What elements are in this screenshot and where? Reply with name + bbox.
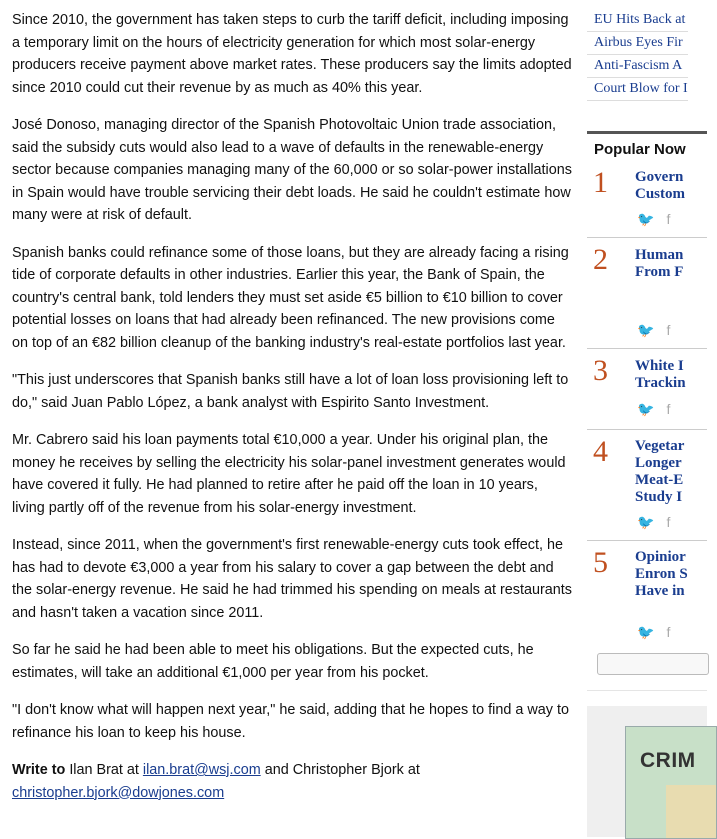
article-paragraph: José Donoso, managing director of the Spanish Photovoltaic Union trade association, said the subsidy cuts would also lead to a wave of defaults in the renewable-energy sector because companies managing many of the 60,000 or so solar-power installations in Spain would have trouble servicing their debt loads. He said he couldn't estimate how many were at risk of default. [12,117,572,223]
popular-headline[interactable] [635,438,684,506]
headline-line: Custom [635,186,686,202]
headline-line: Govern [635,169,684,185]
twitter-icon[interactable]: 🐦 [637,322,655,338]
facebook-icon[interactable]: f [666,514,671,530]
popular-rank: 4 [593,435,608,468]
popular-item[interactable] [587,541,707,651]
share-buttons [637,514,682,531]
headline-line: White I [635,358,684,374]
facebook-icon[interactable]: f [666,624,671,640]
headline-link[interactable]: EU Hits Back at [587,9,688,32]
share-buttons [637,322,682,339]
popular-item[interactable] [587,430,707,541]
popular-headline[interactable] [635,247,683,281]
author-2-email-link[interactable]: christopher.bjork@dowjones.com [12,784,225,801]
article-paragraph: Instead, since 2011, when the government's first renewable-energy cuts took effect, he has had to devote €3,000 a year from his salary to cover a gap between the debt and the solar-energy revenue. He said he had trimmed his spending on meals at restaurants and hasn't taken a vacation since 2011. [12,537,572,621]
rail-divider [587,690,707,705]
popular-headline[interactable] [635,358,686,392]
facebook-icon[interactable]: f [666,211,671,227]
headline-line: Have in [635,583,685,599]
article-paragraph: So far he said he had been able to meet his obligations. But the expected cuts, he estimates, will take an additional €1,000 per year from his pocket. [12,642,534,681]
article-paragraph: "I don't know what will happen next year," he said, adding that he hopes to find a way to refinance his loan to keep his house. [12,702,569,741]
article-paragraph: Spanish banks could refinance some of those loans, but they are already facing a rising tide of corporate defaults in other industries. Earlier this year, the Bank of Spain, the country's central bank, told lenders they must set aside €5 billion to €10 billion to cover potential losses on loans that had already been refinanced. The new provisions come on top of an €82 billion cleanup of the banking industry's real-estate portfolios last year. [12,244,569,351]
headline-line: Trackin [635,375,686,391]
promo-title: CRIM [640,749,696,772]
popular-rank: 3 [593,354,608,387]
popular-item[interactable] [587,349,707,430]
twitter-icon[interactable]: 🐦 [637,624,655,640]
promo-module[interactable] [587,706,707,837]
facebook-icon[interactable]: f [666,322,671,338]
share-buttons [637,624,682,641]
facebook-icon[interactable]: f [666,401,671,417]
write-to-label: Write to [12,762,66,778]
popular-rank: 1 [593,166,608,199]
article-body [12,9,572,804]
share-buttons [637,401,682,418]
headline-line: Enron S [635,566,688,582]
headline-line: Longer [635,455,682,471]
popular-headline[interactable] [635,549,688,600]
headline-link[interactable]: Airbus Eyes Fir [587,32,688,55]
author-1-email-link[interactable]: ilan.brat@wsj.com [142,762,261,778]
promo-map-image[interactable] [625,726,717,839]
headline-line: Meat-E [635,472,684,488]
right-rail [587,0,696,837]
popular-item[interactable] [587,238,707,349]
headline-link[interactable]: Court Blow for I [587,78,688,101]
popular-headline[interactable] [635,169,685,203]
article-paragraph: "This just underscores that Spanish banks still have a lot of loan loss provisioning left to do," said Juan Pablo López, a bank analyst with Espirito Santo Investment. [12,372,569,411]
article-paragraph: Since 2010, the government has taken steps to curb the tariff deficit, including imposing a temporary limit on the hours of electricity generation for which most solar-energy producers receive payment above market rates. These producers say the limits adopted since 2010 could cut their revenue by as much as 40% this year. [12,12,572,96]
headline-link[interactable]: Anti-Fascism A [587,55,688,78]
share-buttons [637,211,682,228]
headline-line: Study I [635,489,683,505]
article-paragraph: Mr. Cabrero said his loan payments total €10,000 a year. Under his original plan, the money he receives by selling the electricity his solar-panel investment generates would have covered it fully. He had planned to retire after he paid off the loan in 10 years, living partly off of the revenue from his solar-energy investment. [12,432,566,516]
popular-rank: 5 [593,546,608,579]
popular-rank: 2 [593,243,608,276]
headline-line: From F [635,264,684,280]
popular-now-title: Popular Now [594,141,686,158]
popular-now-section [587,131,707,165]
headline-list [587,9,688,101]
twitter-icon[interactable]: 🐦 [637,211,655,227]
popular-item[interactable] [587,163,707,238]
headline-line: Human [635,247,684,263]
author-1-text: Ilan Brat at [69,762,139,778]
twitter-icon[interactable]: 🐦 [637,401,655,417]
author-credits [12,759,572,804]
headline-line: Vegetar [635,438,685,454]
headline-line: Opinior [635,549,686,565]
twitter-icon[interactable]: 🐦 [637,514,655,530]
map-graphic [666,785,716,838]
author-2-text: and Christopher Bjork at [264,762,420,778]
rail-input-box[interactable] [597,653,709,675]
